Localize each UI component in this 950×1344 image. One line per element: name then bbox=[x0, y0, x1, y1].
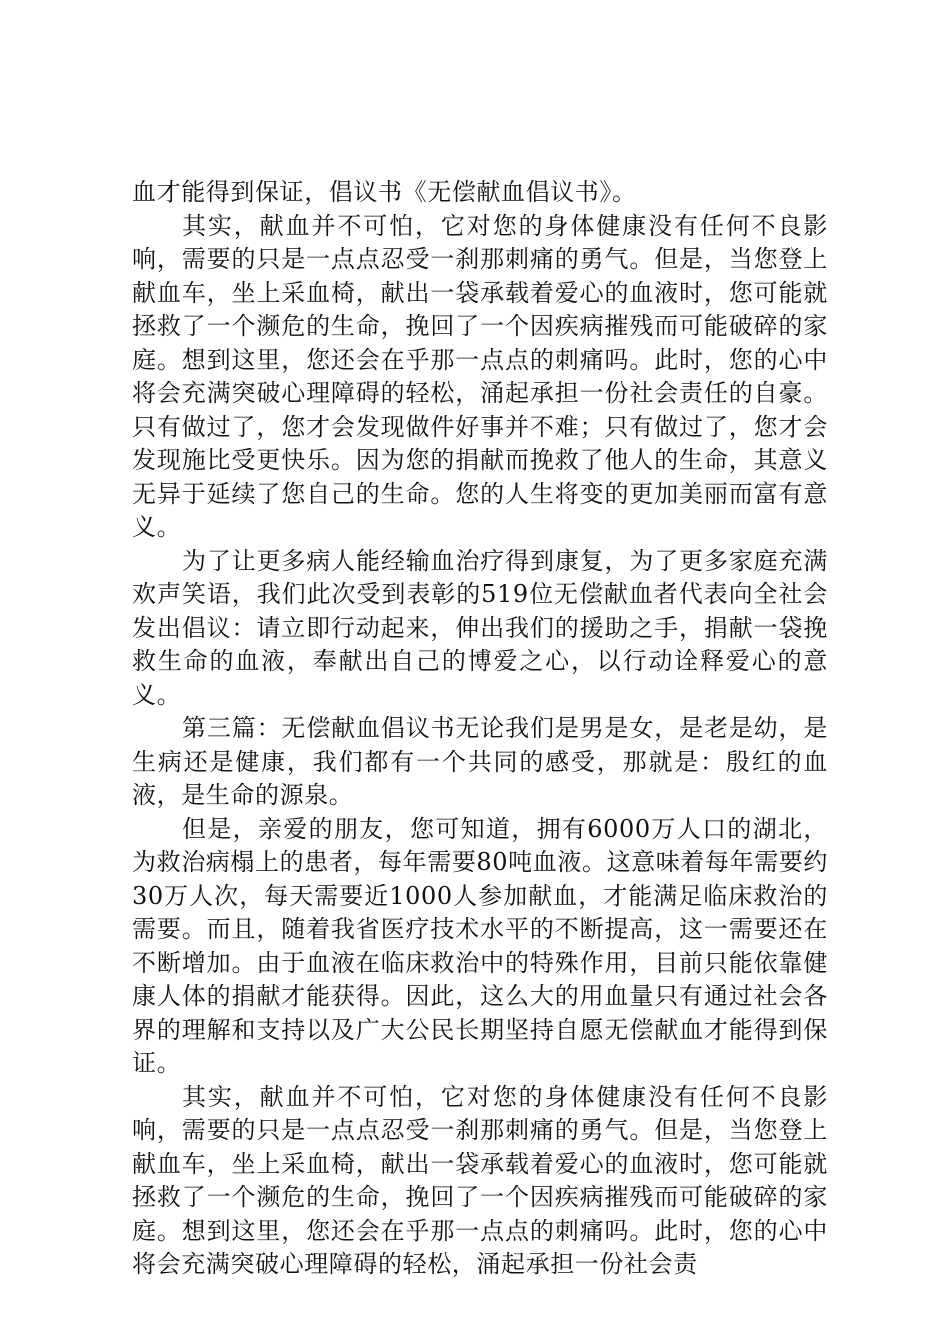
paragraph-3: 为了让更多病人能经输血治疗得到康复，为了更多家庭充满欢声笑语，我们此次受到表彰的519位无偿献血者代表向全社会发出倡议：请立即行动起来，伸出我们的援助之手，捐献一袋挽救生命的血液，奉献出自己的博爱之心，以行动诠释爱心的意义。 bbox=[132, 546, 828, 709]
paragraph-1: 血才能得到保证，倡议书《无偿献血倡议书》。 bbox=[132, 178, 637, 206]
paragraph-6: 其实，献血并不可怕，它对您的身体健康没有任何不良影响，需要的只是一点点忍受一刹那刺痛的勇气。但是，当您登上献血车，坐上采血椅，献出一袋承载着爱心的血液时，您可能就拯救了一个濒危的生命，挽回了一个因疾病摧残而可能破碎的家庭。想到这里，您还会在乎那一点点的刺痛吗。此时，您的心中将会充满突破心理障碍的轻松，涌起承担一份社会责 bbox=[132, 1082, 828, 1278]
paragraph-5: 但是，亲爱的朋友，您可知道，拥有6000万人口的湖北，为救治病榻上的患者，每年需要80吨血液。这意味着每年需要约30万人次，每天需要近1000人参加献血，才能满足临床救治的需要。而且，随着我省医疗技术水平的不断提高，这一需要还在不断增加。由于血液在临床救治中的特殊作用，目前只能依靠健康人体的捐献才能获得。因此，这么大的用血量只有通过社会各界的理解和支持以及广大公民长期坚持自愿无偿献血才能得到保证。 bbox=[132, 814, 828, 1077]
document-body bbox=[132, 176, 828, 1282]
paragraph-2: 其实，献血并不可怕，它对您的身体健康没有任何不良影响，需要的只是一点点忍受一刹那刺痛的勇气。但是，当您登上献血车，坐上采血椅，献出一袋承载着爱心的血液时，您可能就拯救了一个濒危的生命，挽回了一个因疾病摧残而可能破碎的家庭。想到这里，您还会在乎那一点点的刺痛吗。此时，您的心中将会充满突破心理障碍的轻松，涌起承担一份社会责任的自豪。只有做过了，您才会发现做件好事并不难；只有做过了，您才会发现施比受更快乐。因为您的捐献而挽救了他人的生命，其意义无异于延续了您自己的生命。您的人生将变的更加美丽而富有意义。 bbox=[132, 211, 828, 541]
paragraph-4: 第三篇：无偿献血倡议书无论我们是男是女，是老是幼，是生病还是健康，我们都有一个共同的感受，那就是：殷红的血液，是生命的源泉。 bbox=[132, 714, 828, 809]
